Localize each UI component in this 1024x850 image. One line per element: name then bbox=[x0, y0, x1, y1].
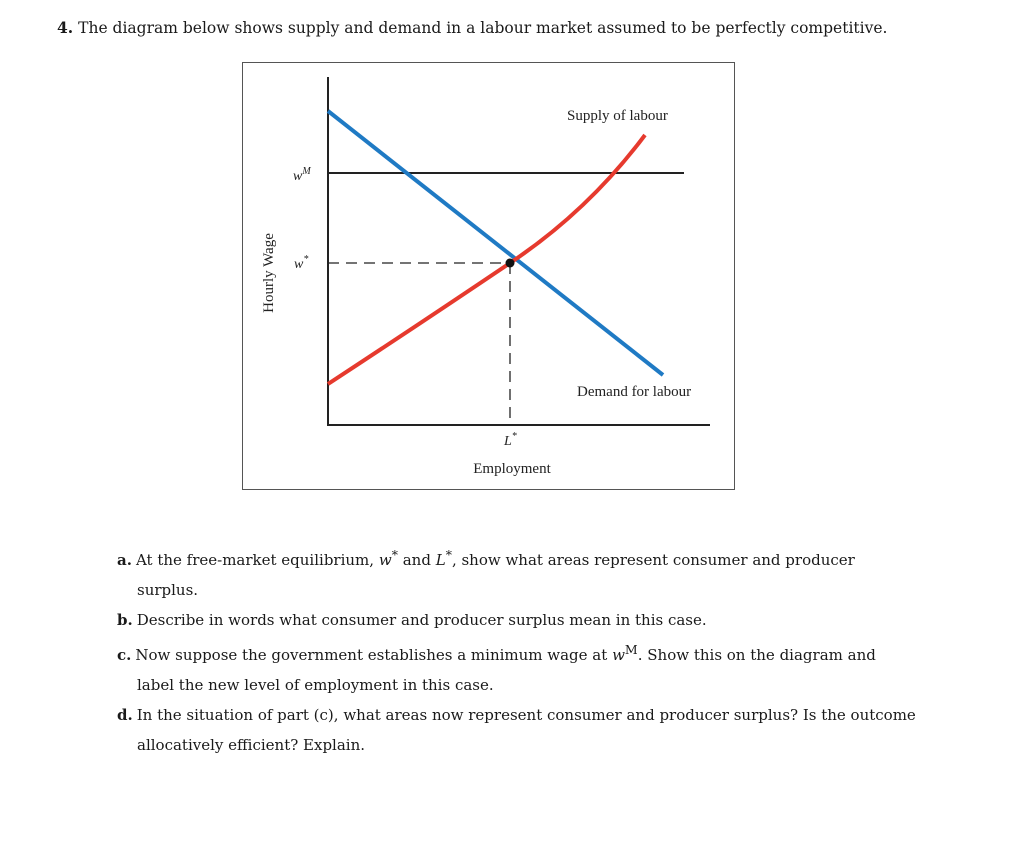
supply-demand-diagram bbox=[242, 62, 735, 490]
part-b: b. Describe in words what consumer and producer surplus mean in this case. bbox=[117, 611, 707, 629]
part-c: c. Now suppose the government establishes a minimum wage at $w^M$. Show this on the diagram and bbox=[117, 642, 876, 664]
part-d-cont: allocatively efficient? Explain. bbox=[137, 736, 366, 754]
y-axis-label: Hourly Wage bbox=[261, 233, 277, 313]
part-a: a. At the free-market equilibrium, w* and L*, show what areas represent consumer and producer bbox=[117, 547, 855, 569]
equilibrium-point bbox=[506, 259, 515, 268]
question-parts bbox=[117, 540, 977, 760]
part-a-cont: surplus. bbox=[137, 581, 199, 599]
min-wage-label: $w^M$ bbox=[293, 166, 311, 184]
demand-label: Demand for labour bbox=[577, 384, 692, 400]
part-c-cont: label the new level of employment in this case. bbox=[137, 676, 494, 694]
question-number: 4. bbox=[57, 18, 74, 37]
demand-curve bbox=[328, 111, 663, 375]
eq-qty-label: L* bbox=[504, 431, 517, 449]
x-axis-label: Employment bbox=[473, 461, 551, 477]
question-text: The diagram below shows supply and demand in a labour market assumed to be perfectly competitive. bbox=[78, 19, 888, 37]
eq-wage-label: w* bbox=[294, 254, 309, 272]
supply-label: Supply of labour bbox=[567, 108, 668, 124]
diagram-canvas bbox=[243, 63, 736, 491]
question-heading bbox=[57, 18, 887, 37]
part-d: d. In the situation of part (c), what areas now represent consumer and producer surplus? Is the outcome bbox=[117, 706, 916, 724]
